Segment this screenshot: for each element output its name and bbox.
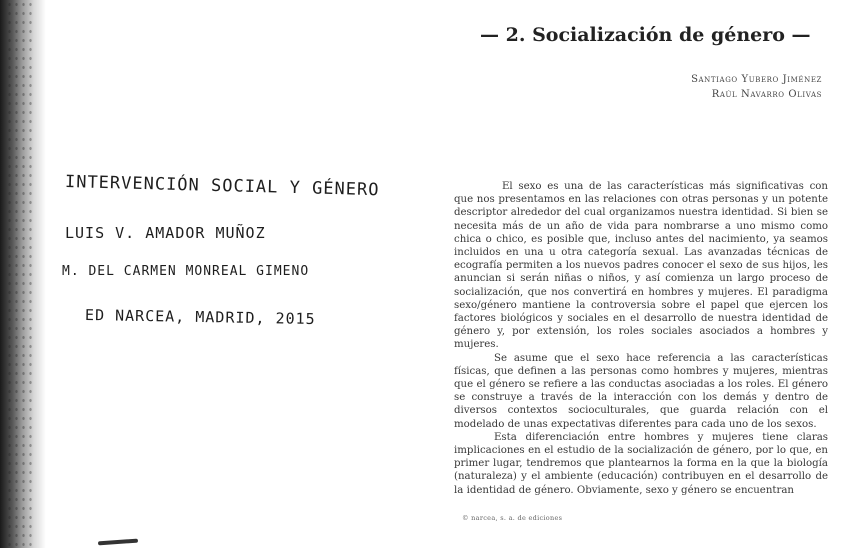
author-2: Raúl Navarro Olivas (711, 89, 822, 100)
paragraph-1: El sexo es una de las características más significativas con que nos presentamos en las relaciones con otras personas y un potente descriptor alrededor del cual organizamos nuestra identidad. Si bien se necesita más de un año de vida para nombrarse a uno mismo como chica o chico, es posible que, incluso antes del nacimiento, ya seamos incluidos en una u otra categoría sexual. Las avanzadas técnicas de ecografía permiten a los nuevos padres conocer el sexo de sus hijos, les anuncian si serán niñas o niños, y así comienza un largo proceso de socialización, que nos convertirá en hombres y mujeres. El paradigma sexo/género mantiene la controversia sobre el papel que ejercen los factores biológicos y sociales en el desarrollo de nuestra identidad de género y, por extensión, los roles sociales asociados a hombres y mujeres. (454, 181, 828, 351)
author-1: Santiago Yubero Jiménez (691, 74, 822, 85)
chapter-title: — 2. Socialización de género — (480, 24, 811, 46)
paragraph-3: Esta diferenciación entre hombres y mujeres tiene claras implicaciones en el estudio de la socialización de género, por lo que, en primer lugar, tendremos que plantearnos la forma en la que la biología (naturaleza) y el ambiente (educación) contribuyen en el desarrollo de la identidad de género. Obviamente, sexo y género se encuentran (454, 431, 828, 496)
handwritten-author-1: LUIS V. AMADOR MUÑOZ (65, 224, 266, 242)
handwritten-note (55, 172, 435, 342)
spine-noise (6, 0, 36, 548)
handwritten-author-2: M. DEL CARMEN MONREAL GIMENO (62, 264, 310, 279)
body-text (454, 180, 828, 497)
copyright-footer: © narcea, s. a. de ediciones (462, 514, 563, 522)
paragraph-2: Se asume que el sexo hace referencia a las características físicas, que definen a las personas como hombres y mujeres, mientras que el género se refiere a las conductas asociadas a los roles. El género se construye a través de la interacción con los demás y dentro de diversos contextos socioculturales, que guarda relación con el modelado de unas expectativas diferentes para cada uno de los sexos. (454, 352, 828, 430)
chapter-authors (691, 72, 822, 102)
handwritten-publisher: ED NARCEA, MADRID, 2015 (84, 306, 316, 329)
pen-mark (98, 539, 138, 546)
handwritten-title: INTERVENCIÓN SOCIAL Y GÉNERO (64, 172, 380, 201)
